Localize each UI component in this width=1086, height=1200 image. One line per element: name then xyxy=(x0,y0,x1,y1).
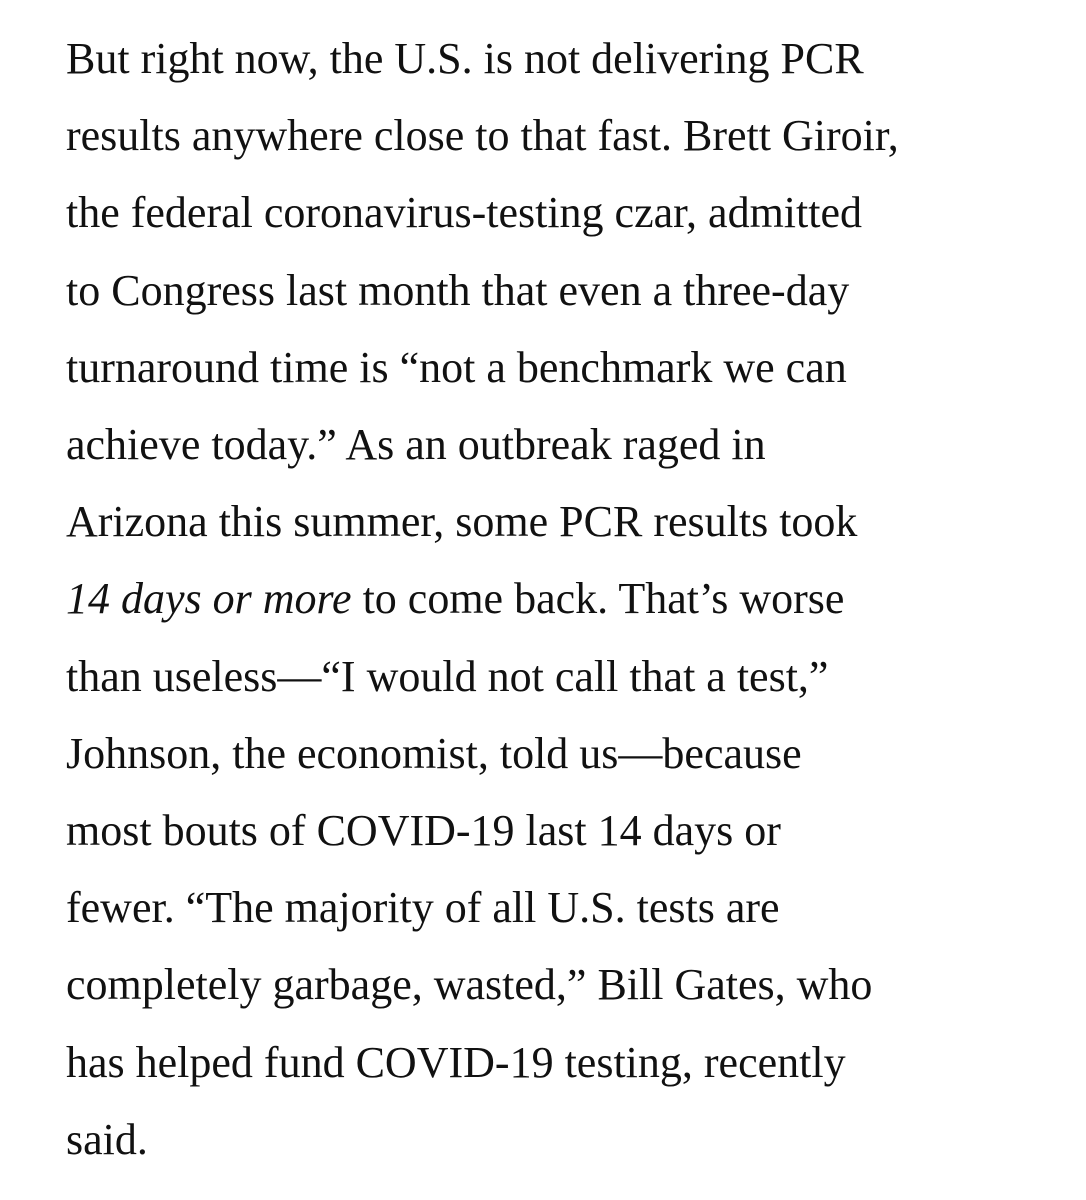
text-line xyxy=(66,792,1056,869)
text-line xyxy=(66,946,1056,1023)
text-line-content: turnaround time is “not a benchmark we can xyxy=(66,342,847,392)
text-line xyxy=(66,20,1056,97)
text-line xyxy=(66,1101,1056,1178)
text-line xyxy=(66,252,1056,329)
text-line-content: most bouts of COVID-19 last 14 days or xyxy=(66,806,781,856)
text-line-content: results anywhere close to that fast. Brett Giroir, xyxy=(66,111,899,161)
text-line xyxy=(66,483,1056,560)
text-line-content: But right now, the U.S. is not delivering PCR xyxy=(66,34,864,83)
text-line xyxy=(66,560,1056,637)
text-line xyxy=(66,1024,1056,1101)
article-paragraph xyxy=(66,20,1056,1178)
text-line xyxy=(66,329,1056,406)
text-line-content: has helped fund COVID-19 testing, recently xyxy=(66,1037,846,1087)
text-line xyxy=(66,715,1056,792)
text-line-content: to Congress last month that even a three-day xyxy=(66,265,850,315)
text-line-content: Arizona this summer, some PCR results took xyxy=(66,497,858,547)
text-line-content: completely garbage, wasted,” Bill Gates, who xyxy=(66,960,873,1010)
text-line-content: to come back. That’s worse xyxy=(351,574,845,624)
text-line xyxy=(66,406,1056,483)
text-line-content: the federal coronavirus-testing czar, admitted xyxy=(66,188,862,238)
text-line-content: than useless—“I would not call that a test,” xyxy=(66,651,829,701)
text-line xyxy=(66,869,1056,946)
emphasized-text: 14 days or more xyxy=(66,574,352,624)
text-line xyxy=(66,638,1056,715)
text-line xyxy=(66,174,1056,251)
text-line-content: achieve today.” As an outbreak raged in xyxy=(66,420,766,470)
text-line-content: Johnson, the economist, told us—because xyxy=(66,728,802,778)
text-line-content: fewer. “The majority of all U.S. tests are xyxy=(66,883,780,933)
text-line-content: said. xyxy=(66,1114,148,1164)
text-line xyxy=(66,97,1056,174)
